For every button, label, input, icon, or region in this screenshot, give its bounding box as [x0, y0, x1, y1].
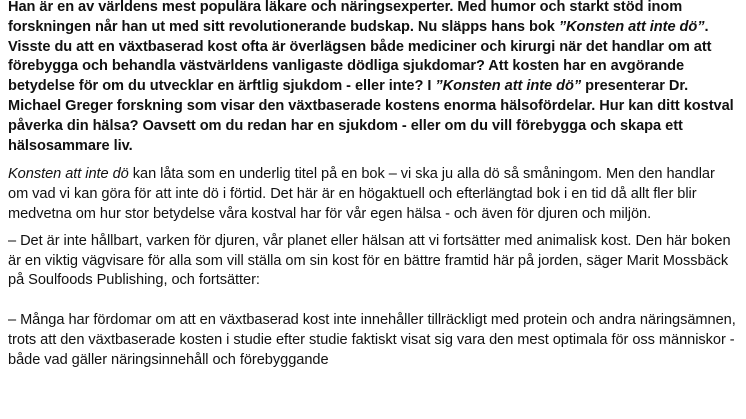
- paragraph-spacer: [8, 291, 738, 311]
- quote-paragraph-1-text: – Det är inte hållbart, varken för djuren, vår planet eller hälsan att vi fortsätter med animalisk kost. Den här boken är en viktig vägvisare för alla som vill ställa om sin kost för en bättre framtid här på jorden, säger Marit Mossbäck på Soulfoods Publishing, och fortsätter:: [8, 232, 731, 289]
- body-paragraph-2: [8, 232, 738, 291]
- lead-book-title-1: ”Konsten att inte dö”: [558, 18, 705, 35]
- lead-paragraph: [8, 0, 738, 156]
- lead-sentence-2: . Visste du att en växtbaserad kost ofta är överlägsen både mediciner och kirurgi när det handlar om att förebygga och behandla västvärldens vanligaste dödliga sjukdomar? Att kosten har en avgörande betydelse för om du utvecklar en ärftlig sjukdom - eller inte? I: [8, 18, 712, 95]
- body-paragraph-1: [8, 165, 738, 224]
- body-paragraph-3: [8, 311, 738, 370]
- body-paragraph-1-text: kan låta som en underlig titel på en bok – vi ska ju alla dö så småningom. Men den handlar om vad vi kan göra för att inte dö i förtid. Det här är en högaktuell och efterlängtad bok i en tid då allt fler blir medvetna om hur stor betydelse våra kostval har för vår egen hälsa - och även för djuren och miljön.: [8, 166, 715, 222]
- body-book-title: Konsten att inte dö: [8, 166, 129, 183]
- lead-book-title-2: ”Konsten att inte dö”: [435, 78, 582, 95]
- lead-sentence-3: presenterar Dr. Michael Greger forskning som visar den växtbaserade kostens enorma hälsofördelar. Hur kan ditt kostval påverka din hälsa? Oavsett om du redan har en sjukdom - eller om du vill förebygga och skapa ett hälsosammare liv.: [8, 78, 734, 154]
- quote-paragraph-2-text: – Många har fördomar om att en växtbaserad kost inte innehåller tillräckligt med protein och andra näringsämnen, trots att den växtbaserade kosten i studie efter studie faktiskt visat sig vara den mest optimala för oss människor - både vad gäller näringsinnehåll och förebyggande: [8, 311, 736, 368]
- lead-sentence-1: Han är en av världens mest populära läkare och näringsexperter. Med humor och starkt stöd inom forskningen når han ut med sitt revolutionerande budskap. Nu släpps hans bok: [8, 0, 683, 35]
